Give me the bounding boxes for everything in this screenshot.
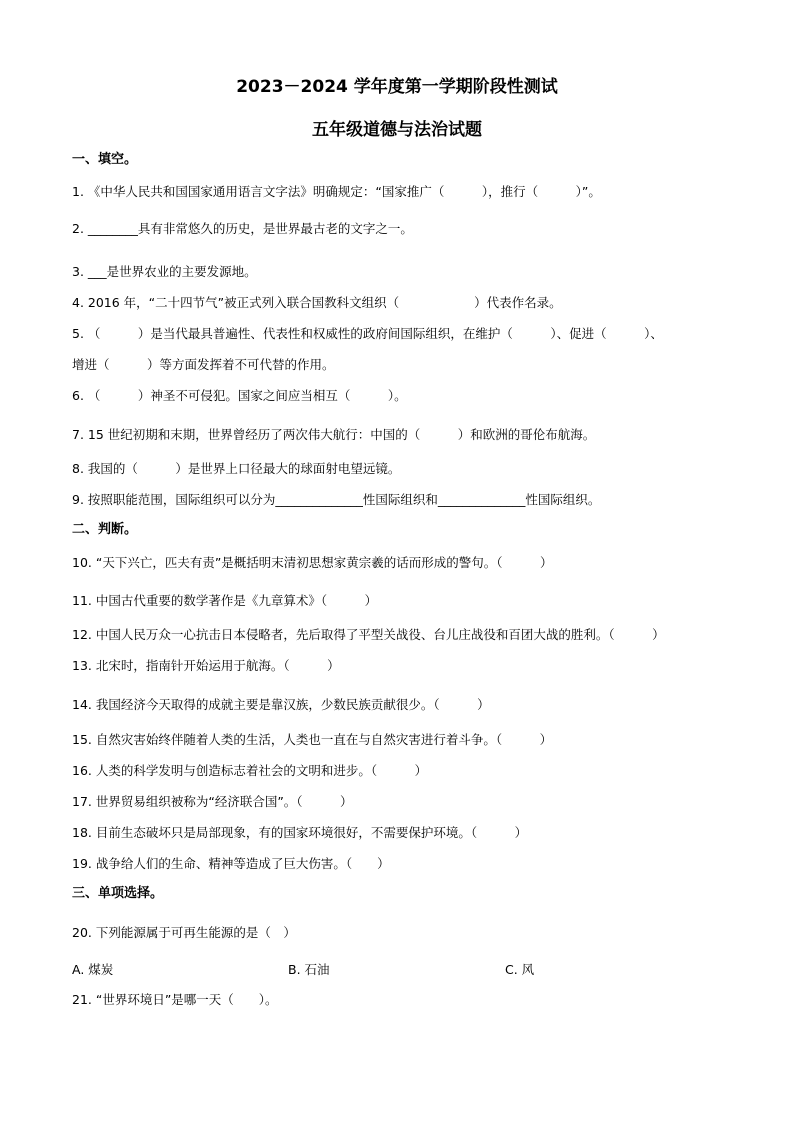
question-5-line-2: 增进（ ）等方面发挥着不可代替的作用。 — [72, 357, 335, 372]
question-17: 17. 世界贸易组织被称为“经济联合国”。（ ） — [72, 794, 353, 809]
question-12: 12. 中国人民万众一心抗击日本侵略者，先后取得了平型关战役、台儿庄战役和百团大战的胜利。（ ） — [72, 627, 665, 642]
question-14: 14. 我国经济今天取得的成就主要是靠汉族，少数民族贡献很少。（ ） — [72, 697, 490, 712]
question-21: 21. “世界环境日”是哪一天（ ）。 — [72, 992, 278, 1007]
section-judge-heading: 二、判断。 — [72, 522, 138, 537]
question-20-option-a: A. 煤炭 — [72, 962, 114, 977]
question-1: 1. 《中华人民共和国国家通用语言文字法》明确规定：“国家推广（ ），推行（ ）”。 — [72, 184, 601, 199]
question-15: 15. 自然灾害始终伴随着人类的生活，人类也一直在与自然灾害进行着斗争。（ ） — [72, 732, 553, 747]
question-20-option-b: B. 石油 — [288, 962, 330, 977]
question-3: 3. ___是世界农业的主要发源地。 — [72, 264, 257, 279]
question-19: 19. 战争给人们的生命、精神等造成了巨大伤害。（ ） — [72, 856, 390, 871]
question-20-option-c: C. 风 — [505, 962, 535, 977]
question-7: 7. 15 世纪初期和末期，世界曾经历了两次伟大航行：中国的（ ）和欧洲的哥伦布航海。 — [72, 427, 596, 442]
question-9: 9. 按照职能范围，国际组织可以分为______________性国际组织和______________性国际组织。 — [72, 492, 601, 507]
section-fill-heading: 一、填空。 — [72, 152, 138, 167]
question-4: 4. 2016 年，“二十四节气”被正式列入联合国教科文组织（ ）代表作名录。 — [72, 295, 562, 310]
question-13: 13. 北宋时，指南针开始运用于航海。（ ） — [72, 658, 340, 673]
question-18: 18. 目前生态破坏只是局部现象，有的国家环境很好，不需要保护环境。（ ） — [72, 825, 528, 840]
question-20: 20. 下列能源属于可再生能源的是（ ） — [72, 925, 296, 940]
exam-subtitle: 五年级道德与法治试题 — [312, 120, 482, 140]
question-11: 11. 中国古代重要的数学著作是《九章算术》（ ） — [72, 593, 378, 608]
section-choice-heading: 三、单项选择。 — [72, 886, 164, 901]
exam-title: 2023－2024 学年度第一学期阶段性测试 — [236, 77, 558, 97]
question-6: 6. （ ）神圣不可侵犯。国家之间应当相互（ ）。 — [72, 388, 407, 403]
question-2: 2. ________具有非常悠久的历史，是世界最古老的文字之一。 — [72, 221, 413, 236]
question-16: 16. 人类的科学发明与创造标志着社会的文明和进步。（ ） — [72, 763, 428, 778]
question-10: 10. “天下兴亡，匹夫有责”是概括明末清初思想家黄宗羲的话而形成的警句。（ ） — [72, 555, 553, 570]
question-8: 8. 我国的（ ）是世界上口径最大的球面射电望远镜。 — [72, 461, 401, 476]
question-5-line-1: 5. （ ）是当代最具普遍性、代表性和权威性的政府间国际组织，在维护（ ）、促进（ ）、 — [72, 326, 663, 341]
